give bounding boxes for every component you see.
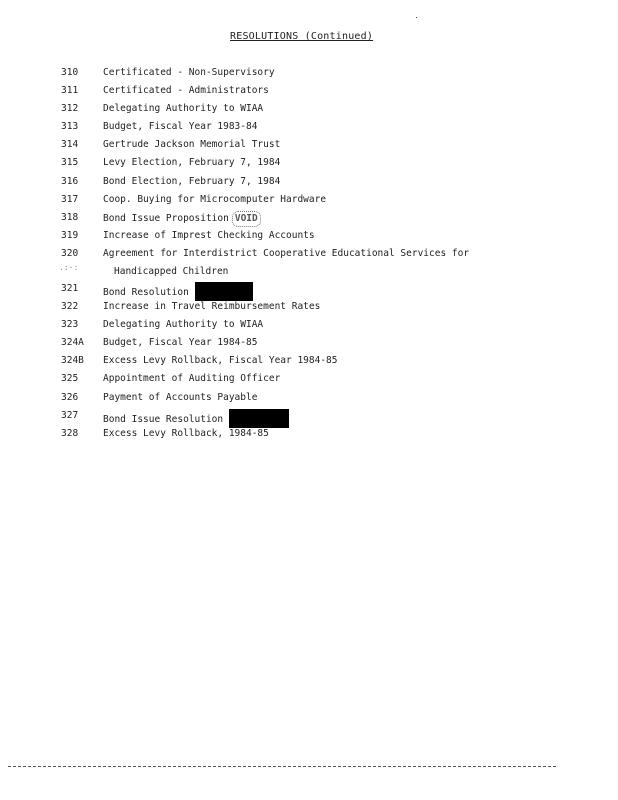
resolution-description: Certificated - Non-Supervisory [103, 67, 275, 78]
resolution-row [0, 247, 618, 282]
resolution-number: 328 [61, 427, 79, 439]
resolution-number: 323 [61, 319, 79, 331]
resolution-row [0, 84, 618, 102]
resolution-row [0, 156, 618, 174]
resolution-number: 315 [61, 157, 79, 169]
resolution-number: 317 [61, 193, 79, 205]
margin-scribble: .:·: [59, 262, 79, 272]
resolution-row [0, 372, 618, 390]
resolution-description: Bond Resolution [103, 286, 189, 298]
resolution-description-wrapper [103, 211, 503, 227]
resolution-description-continued: Handicapped Children [114, 265, 229, 277]
page-title: RESOLUTIONS (Continued) [230, 31, 374, 42]
resolution-row [0, 282, 618, 300]
resolution-row [0, 229, 618, 247]
resolution-number: 326 [61, 391, 79, 403]
resolution-number: 318 [61, 211, 79, 223]
resolution-description-wrapper [103, 282, 503, 301]
resolution-number: 321 [61, 282, 79, 294]
resolution-description: Budget, Fiscal Year 1983-84 [103, 121, 258, 133]
resolution-description-wrapper [103, 247, 523, 279]
resolution-row [0, 318, 618, 336]
resolution-description: Payment of Accounts Payable [103, 391, 258, 403]
bottom-rule [8, 766, 556, 767]
resolution-description: Coop. Buying for Microcomputer Hardware [103, 193, 327, 205]
resolution-row [0, 193, 618, 211]
resolution-number: 322 [61, 301, 79, 313]
resolution-row [0, 427, 618, 445]
resolution-number: 314 [61, 139, 79, 151]
resolution-number: 325 [61, 373, 79, 385]
resolution-description: Bond Election, February 7, 1984 [103, 175, 281, 187]
resolution-description: Excess Levy Rollback, 1984-85 [103, 427, 269, 439]
resolution-description: Increase of Imprest Checking Accounts [103, 229, 315, 241]
resolution-row [0, 102, 618, 120]
resolution-row [0, 354, 618, 372]
resolution-number: 310 [61, 67, 79, 78]
resolution-row [0, 211, 618, 229]
resolution-description: Gertrude Jackson Memorial Trust [103, 139, 281, 151]
resolution-row [0, 120, 618, 138]
scan-speck [416, 17, 417, 18]
resolutions-list [0, 66, 618, 445]
resolution-row [0, 175, 618, 193]
resolution-description: Delegating Authority to WIAA [103, 319, 264, 331]
resolution-description: Delegating Authority to WIAA [103, 103, 264, 115]
resolution-row [0, 409, 618, 427]
redaction-box [195, 282, 253, 301]
resolution-row [0, 336, 618, 354]
resolution-row [0, 66, 618, 84]
resolution-number: 311 [61, 85, 79, 97]
resolution-number: 324B [61, 355, 84, 367]
resolution-number: 319 [61, 229, 79, 241]
resolution-number: 312 [61, 103, 79, 115]
redaction-box [229, 409, 289, 428]
resolution-description: Budget, Fiscal Year 1984-85 [103, 337, 258, 349]
resolution-description: Agreement for Interdistrict Cooperative Educational Services for [103, 247, 470, 259]
resolution-description: Levy Election, February 7, 1984 [103, 157, 281, 169]
resolution-number: 316 [61, 175, 79, 187]
resolution-number: 320 [61, 247, 79, 259]
resolution-row [0, 300, 618, 318]
resolution-row [0, 138, 618, 156]
resolution-description: Bond Issue Proposition [103, 212, 229, 224]
resolution-number: 313 [61, 121, 79, 133]
resolution-description: Increase in Travel Reimbursement Rates [103, 301, 321, 313]
resolution-description: Appointment of Auditing Officer [103, 373, 281, 385]
resolution-row [0, 391, 618, 409]
resolution-number: 327 [61, 409, 79, 421]
void-stamp: VOID [232, 211, 261, 227]
resolution-number: 324A [61, 337, 84, 349]
resolution-description-wrapper [103, 409, 503, 428]
resolution-description: Excess Levy Rollback, Fiscal Year 1984-85 [103, 355, 338, 367]
resolution-description: Certificated - Administrators [103, 85, 269, 97]
resolution-description: Bond Issue Resolution [103, 413, 224, 425]
